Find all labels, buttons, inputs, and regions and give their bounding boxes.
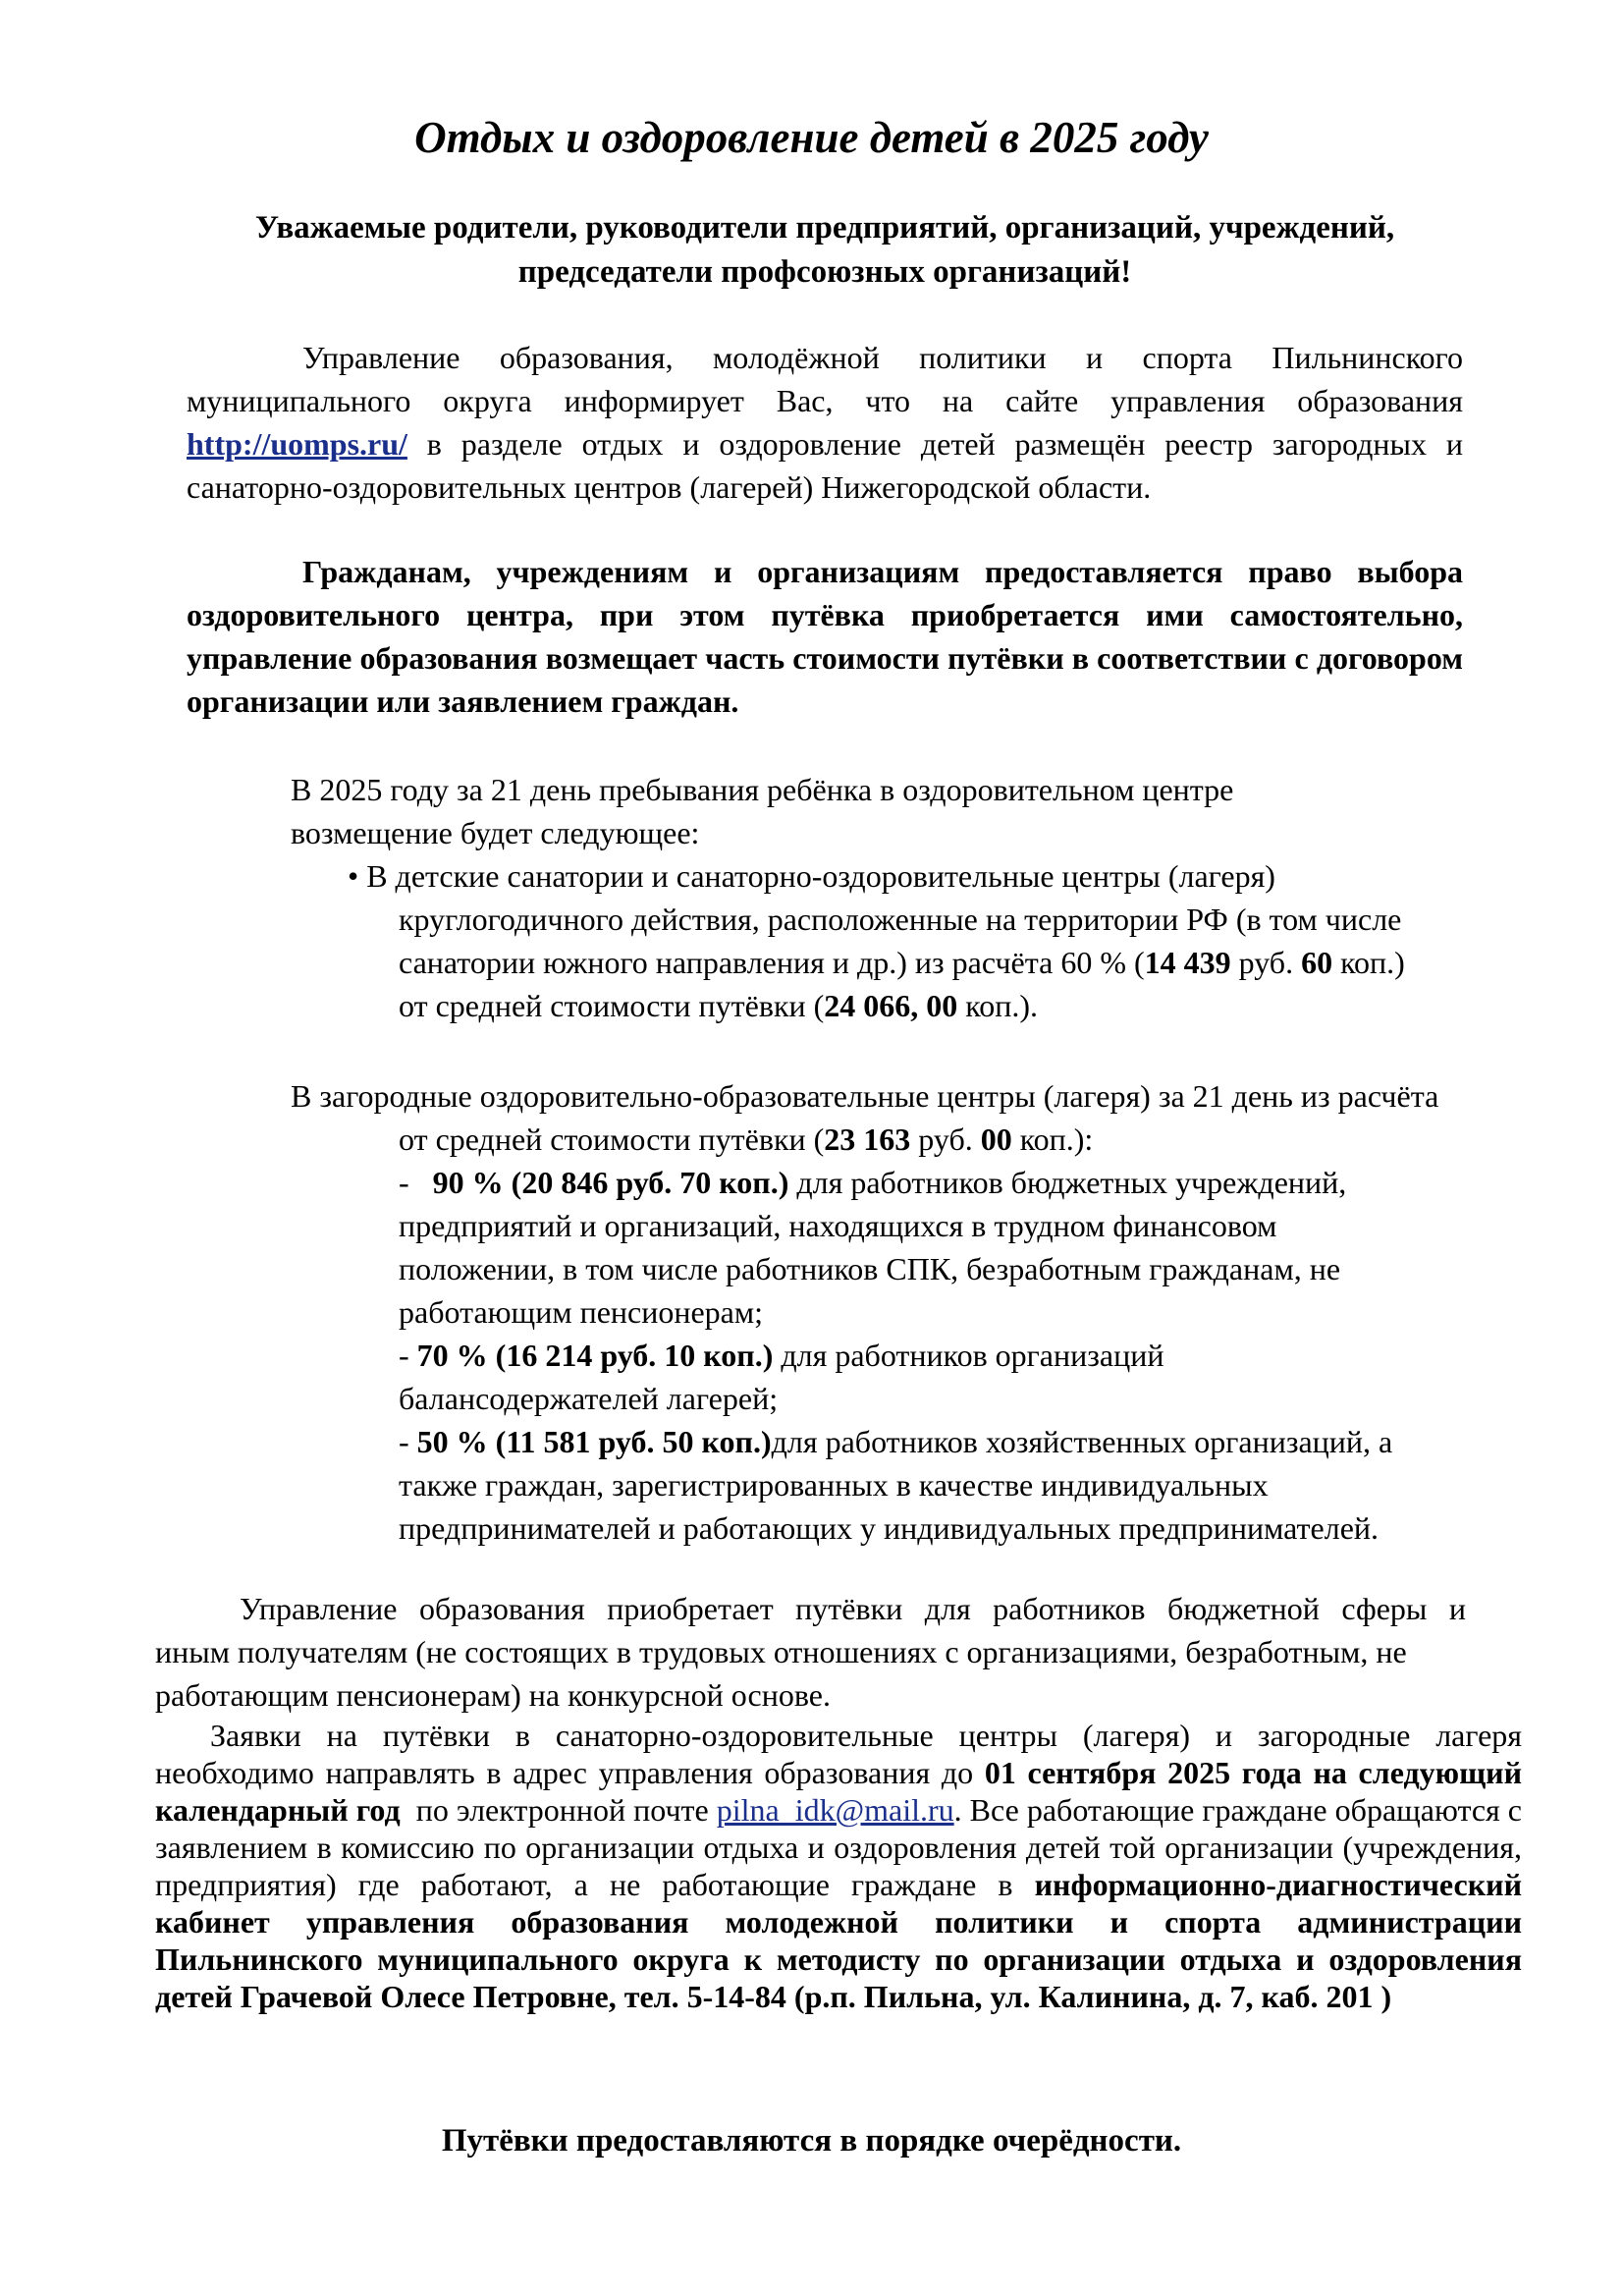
rate-item-70-line-2: балансодержателей лагерей; [399, 1381, 779, 1416]
rate-item-50-line-2: также граждан, зарегистрированных в качестве индивидуальных [399, 1467, 1269, 1503]
compensation-line-2: возмещение будет следующее: [291, 815, 700, 850]
rate-item-50-line-3: предпринимателей и работающих у индивидуальных предпринимателей. [399, 1510, 1380, 1546]
rate-item-50 [291, 1420, 1528, 1463]
bullet-text: коп.). [957, 988, 1038, 1023]
applications-text: . Все работающие граждане обращаются с заявлением в комиссию по организации отдыха и оздоровления детей той организации (учреждения, предприятия) где работают, а не работающие граждане в [155, 1792, 1523, 1902]
rate-text: для работников организаций [773, 1338, 1164, 1373]
applications-text: по электронной почте [400, 1792, 717, 1828]
purchase-paragraph [155, 1587, 1466, 1717]
rate-item-90 [291, 1161, 1528, 1204]
applications-paragraph [155, 1717, 1522, 2015]
purchase-line-3: работающим пенсионерам) на конкурсной основе. [155, 1677, 831, 1713]
country-line-1: В загородные оздоровительно-образовательные центры (лагеря) за 21 день из расчёта [291, 1078, 1439, 1114]
dash: - [399, 1424, 417, 1459]
amount-kop: 60 [1301, 945, 1333, 980]
amount-rub: 14 439 [1144, 945, 1231, 980]
intro-text-end: в разделе отдых и оздоровление детей размещён реестр загородных и санаторно-оздоровительных центров (лагерей) Нижегородской области. [187, 426, 1463, 505]
country-text: коп.): [1011, 1121, 1094, 1157]
bullet-line-2: круглогодичного действия, расположенные на территории РФ (в том числе [399, 902, 1402, 937]
bullet-text: санатории южного направления и др.) из расчёта 60 % ( [399, 945, 1145, 980]
intro-paragraph [187, 336, 1463, 509]
compensation-line-1: В 2025 году за 21 день пребывания ребёнка в оздоровительном центре [291, 772, 1234, 807]
rate-90-amount: 90 % (20 846 руб. 70 коп.) [432, 1165, 789, 1200]
bullet-text: коп.) [1332, 945, 1405, 980]
rights-paragraph: Гражданам, учреждениям и организациям предоставляется право выбора оздоровительного центра, при этом путёвка приобретается ими самостоятельно, управление образования возмещает часть стоимости путёвки в соответствии с договором организации или заявлением граждан. [187, 554, 1463, 719]
bullet-line-4 [291, 984, 1469, 1027]
bullet-text: руб. [1230, 945, 1302, 980]
greeting-line-2: председатели профсоюзных организаций! [517, 254, 1132, 290]
email-link[interactable]: pilna_idk@mail.ru [716, 1792, 954, 1828]
rate-70-amount: 70 % (16 214 руб. 10 коп.) [416, 1338, 774, 1373]
rate-text: для работников хозяйственных организаций, а [771, 1424, 1393, 1459]
greeting-line-1: Уважаемые родители, руководители предприятий, организаций, учреждений, [254, 210, 1395, 246]
compensation-block [291, 768, 1469, 1027]
applications-text: Заявки на путёвки в санаторно-оздоровительные центры (лагеря) и загородные лагеря необходимо направлять в адрес управления образования до [155, 1718, 1522, 1790]
purchase-line-2: иным получателям (не состоящих в трудовых отношениях с организациями, безработным, не [155, 1634, 1407, 1669]
footer-note: Путёвки предоставляются в порядке очерёдности. [441, 2123, 1182, 2159]
rate-text: для работников бюджетных учреждений, [788, 1165, 1347, 1200]
dash: - [399, 1165, 433, 1200]
rate-50-amount: 50 % (11 581 руб. 50 коп.) [416, 1424, 772, 1459]
site-link[interactable]: http://uomps.ru/ [187, 426, 407, 462]
dash: - [399, 1338, 417, 1373]
rate-item-90-line-3: положении, в том числе работников СПК, безработным гражданам, не [399, 1251, 1341, 1286]
bullet-line-1: • В детские санатории и санаторно-оздоровительные центры (лагеря) [348, 858, 1275, 894]
intro-text: Управление образования, молодёжной политики и спорта Пильнинского муниципального округа информирует Вас, что на сайте управления образования [187, 340, 1463, 418]
greeting [187, 206, 1463, 295]
rate-item-90-line-2: предприятий и организаций, находящихся в трудном финансовом [399, 1208, 1277, 1243]
rate-item-70 [291, 1334, 1528, 1377]
country-text: руб. [910, 1121, 981, 1157]
page-title: Отдых и оздоровление детей в 2025 году [414, 113, 1209, 162]
country-line-2 [291, 1118, 1528, 1161]
amount-rub: 23 163 [824, 1121, 911, 1157]
bullet-line-3 [291, 941, 1469, 984]
deadline: 01 сентября 2025 года на следующий календарный год [155, 1755, 1523, 1828]
contact-info: информационно-диагностический кабинет управления образования молодежной политики и спорта администрации Пильнинского муниципального округа к методисту по организации отдыха и оздоровления детей Грачевой Олесе Петровне, тел. 5-14-84 (р.п. Пильна, ул. Калинина, д. 7, каб. 201 ) [155, 1867, 1522, 2014]
bullet-text: от средней стоимости путёвки ( [399, 988, 825, 1023]
rate-item-90-line-4: работающим пенсионерам; [399, 1294, 764, 1330]
average-cost: 24 066, 00 [824, 988, 958, 1023]
country-text: от средней стоимости путёвки ( [399, 1121, 825, 1157]
purchase-line-1: Управление образования приобретает путёвки для работников бюджетной сферы и [240, 1591, 1466, 1626]
country-camps-block [291, 1074, 1528, 1550]
amount-kop: 00 [980, 1121, 1012, 1157]
